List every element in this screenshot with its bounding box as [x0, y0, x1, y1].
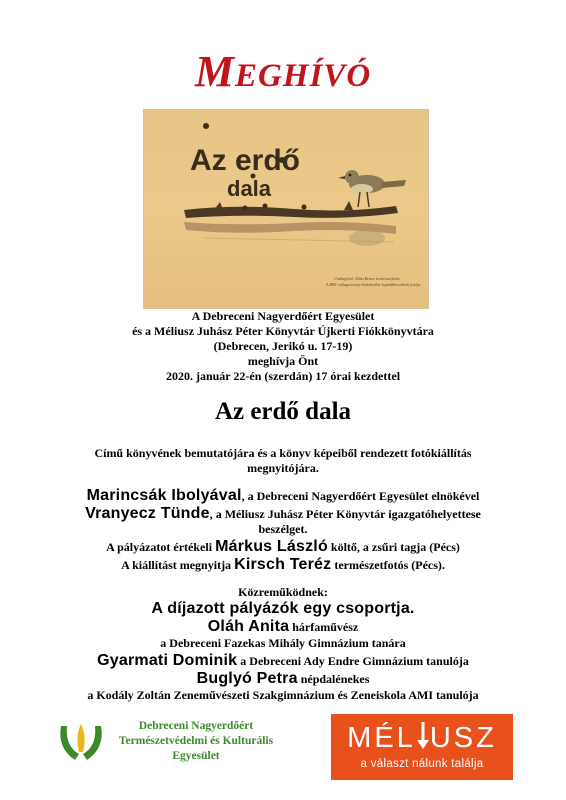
speaker-role: , a Méliusz Juhász Péter Könyvtár igazgatóhelyettese	[209, 507, 481, 521]
contributors-group	[0, 601, 566, 616]
speaker-name: Vranyecz Tünde	[85, 505, 210, 522]
org-line-2: Természetvédelmi és Kulturális	[118, 735, 274, 747]
brand-i-arrow-icon	[416, 724, 430, 750]
intro-line-3: (Debrecen, Jerikó u. 17-19)	[213, 339, 353, 353]
opener-suffix: természetfotós (Pécs).	[331, 558, 445, 572]
contributor-1-extra: a Debreceni Fazekas Mihály Gimnázium tanára	[160, 636, 406, 650]
meliusz-slogan: a választ nálunk találja	[360, 758, 484, 770]
speaker-line-1	[0, 488, 566, 504]
contributor-name: Gyarmati Dominik	[97, 652, 238, 669]
evaluator-prefix: A pályázatot értékeli	[106, 540, 216, 554]
intro-line-1: A Debreceni Nagyerdőért Egyesület	[191, 309, 375, 323]
cover-title-line2: dala	[227, 176, 272, 201]
cover-title-line1: Az erdő	[190, 144, 301, 177]
speaker-role: , a Debreceni Nagyerdőért Egyesület elnökével	[241, 489, 480, 503]
cover-caption-1: Címlapfotó: Műsi Benze természetfotós	[334, 276, 400, 281]
opener-name: Kirsch Teréz	[234, 556, 332, 573]
cover-caption-2: A BBC nálagerosszy lénkóneklot legtobbbesébrett fotója.	[326, 282, 422, 287]
organization-name	[116, 719, 276, 764]
nagyerdo-logo-icon	[55, 720, 107, 766]
intro-line-4: meghívja Önt	[247, 354, 319, 368]
book-title: Az erdő dala	[214, 398, 352, 425]
evaluator-name: Márkus László	[215, 538, 328, 555]
book-cover-image	[143, 109, 429, 309]
opener-line	[0, 557, 566, 573]
contributor-role: a Debreceni Ady Endre Gimnázium tanulója	[237, 654, 469, 668]
contributor-name: Buglyó Petra	[196, 670, 298, 687]
title-initial: M	[194, 47, 235, 96]
description-line-1: Című könyvének bemutatójára és a könyv képeiből rendezett fotókiállítás	[94, 446, 472, 460]
contributor-3	[0, 671, 566, 687]
contributors-heading: Közreműködnek:	[238, 585, 328, 599]
brand-right: USZ	[429, 722, 497, 754]
title-rest: EGHÍVÓ	[234, 58, 372, 94]
org-line-1: Debreceni Nagyerdőért	[138, 720, 254, 732]
description-line-2: megnyitójára.	[247, 461, 319, 475]
page-title	[0, 46, 566, 97]
contributor-name: Oláh Anita	[207, 618, 290, 635]
org-line-3: Egyesület	[172, 750, 220, 762]
opener-prefix: A kiállítást megnyitja	[121, 558, 235, 572]
speaker-line-2	[0, 506, 566, 522]
meliusz-brand	[331, 722, 513, 755]
evaluator-suffix: költő, a zsűri tagja (Pécs)	[327, 540, 460, 554]
event-datetime: 2020. január 22-én (szerdán) 17 órai kezdettel	[165, 369, 401, 383]
contributor-1	[0, 619, 566, 635]
brand-left: MÉL	[347, 722, 416, 754]
contributor-role: népdalénekes	[297, 672, 370, 686]
group-label: A díjazott pályázók egy csoportja.	[151, 600, 415, 617]
evaluator-line	[0, 539, 566, 555]
meliusz-logo	[331, 714, 513, 780]
contributor-3-extra: a Kodály Zoltán Zeneművészeti Szakgimnázium és Zeneiskola AMI tanulója	[87, 688, 479, 702]
intro-line-2: és a Méliusz Juhász Péter Könyvtár Újkerti Fiókkönyvtára	[132, 324, 434, 338]
contributor-2	[0, 653, 566, 669]
speaker-name: Marincsák Ibolyával	[86, 487, 242, 504]
contributor-role: hárfaművész	[289, 620, 359, 634]
speaker-line-2-cont: beszélget.	[258, 522, 308, 536]
